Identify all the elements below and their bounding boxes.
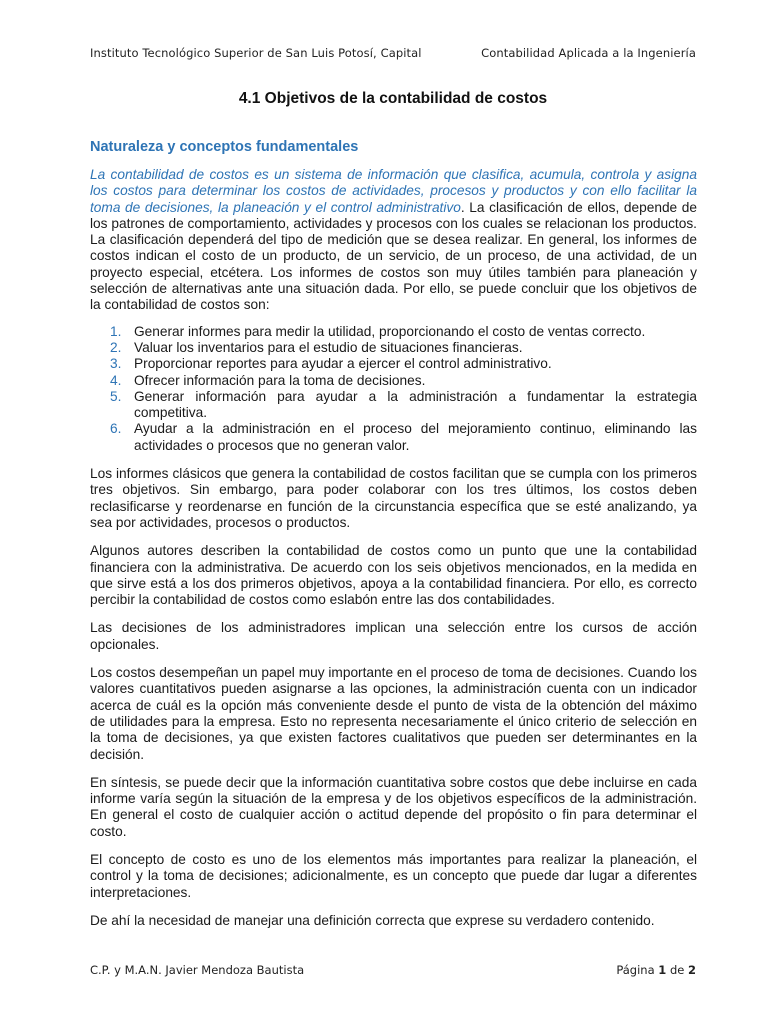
list-text: Generar informes para medir la utilidad, proporcionando el costo de ventas correcto. — [134, 323, 646, 339]
body-paragraph: Algunos autores describen la contabilidad de costos como un punto que une la contabilidad financiera con la administrativa. De acuerdo con los seis objetivos mencionados, en la medida en que sirve está a los dos primeros objetivos, apoya a la contabilidad financiera. Por ello, es correcto percibir la contabilidad de costos como eslabón entre las dos contabilidades. — [90, 543, 697, 608]
page-footer — [90, 963, 696, 977]
body-paragraph: Los informes clásicos que genera la contabilidad de costos facilitan que se cumpla con los primeros tres objetivos. Sin embargo, para poder colaborar con los tres últimos, los costos deben reclasificarse y reordenarse en función de la circunstancia específica que se esté analizando, ya sea por actividades, procesos o productos. — [90, 466, 697, 530]
footer-author: C.P. y M.A.N. Javier Mendoza Bautista — [90, 963, 305, 977]
body-paragraph: De ahí la necesidad de manejar una definición correcta que exprese su verdadero contenido. — [90, 912, 655, 928]
list-item — [90, 389, 697, 422]
body-paragraph: El concepto de costo es uno de los elementos más importantes para realizar la planeación, el control y la toma de decisiones; adicionalmente, es un concepto que puede dar lugar a diferentes interpretaciones. — [90, 851, 697, 900]
list-number: 1. — [110, 323, 122, 339]
body-paragraph: Los costos desempeñan un papel muy importante en el proceso de toma de decisiones. Cuando los valores cuantitativos pueden asignarse a las opciones, la administración cuenta con un indicador acerca de cuál es la opción más conveniente desde el punto de vista de la obtención del máximo de utilidades para la empresa. Esto no representa necesariamente el único criterio de selección en la toma de decisiones, ya que existen factores cualitativos que pueden ser determinantes en la decisión. — [90, 665, 697, 762]
header-institution: Instituto Tecnológico Superior de San Luis Potosí, Capital — [90, 46, 422, 60]
intro-paragraph — [90, 167, 697, 314]
list-text: Ayudar a la administración en el proceso del mejoramiento continuo, eliminando las actividades o procesos que no generan valor. — [134, 421, 697, 453]
document-body — [90, 167, 697, 929]
section-heading: Naturaleza y conceptos fundamentales — [90, 139, 359, 155]
body-paragraph: En síntesis, se puede decir que la información cuantitativa sobre costos que debe incluirse en cada informe varía según la situación de la empresa y de los objetivos específicos de la administración. En general el costo de cualquier acción o actitud depende del propósito o fin para determinar el costo. — [90, 774, 697, 839]
list-number: 5. — [110, 388, 122, 404]
list-number: 6. — [110, 421, 122, 437]
header-course: Contabilidad Aplicada a la Ingeniería — [481, 46, 696, 60]
body-paragraph: Las decisiones de los administradores implican una selección entre los cursos de acción opcionales. — [90, 620, 697, 652]
list-number: 4. — [110, 372, 122, 388]
page-number: Página 1 de 2 — [616, 963, 696, 977]
list-item — [90, 421, 697, 454]
list-number: 3. — [110, 356, 122, 372]
list-text: Generar información para ayudar a la administración a fundamentar la estrategia competitiva. — [134, 388, 697, 421]
list-text: Valuar los inventarios para el estudio de situaciones financieras. — [134, 339, 523, 355]
list-text: Ofrecer información para la toma de decisiones. — [134, 372, 426, 388]
objectives-list — [90, 324, 697, 454]
page-title: 4.1 Objetivos de la contabilidad de costos — [238, 90, 548, 107]
list-text: Proporcionar reportes para ayudar a ejercer el control administrativo. — [134, 356, 552, 372]
list-item — [90, 373, 697, 389]
definition-text: La contabilidad de costos es un sistema de información que clasifica, acumula, controla y asigna los costos para determinar los costos de actividades, procesos y productos y con ello facilitar la toma de decisiones, la planeación y el control administrativo — [90, 167, 697, 215]
list-item — [90, 340, 697, 356]
list-number: 2. — [110, 339, 122, 355]
list-item — [90, 356, 697, 372]
page-header — [90, 46, 696, 60]
intro-rest: . La clasificación de ellos, depende de los patrones de comportamiento, actividades y procesos con los cuales se relacionan los productos. La clasificación dependerá del tipo de medición que se desea realizar. En general, los informes de costos indican el costo de un producto, de un servicio, de un proceso, de una actividad, de un proyecto especial, etcétera. Los informes de costos son muy útiles también para planeación y selección de alternativas ante una situación dada. Por ello, se puede concluir que los objetivos de la contabilidad de costos son: — [90, 199, 697, 313]
list-item — [90, 324, 697, 340]
